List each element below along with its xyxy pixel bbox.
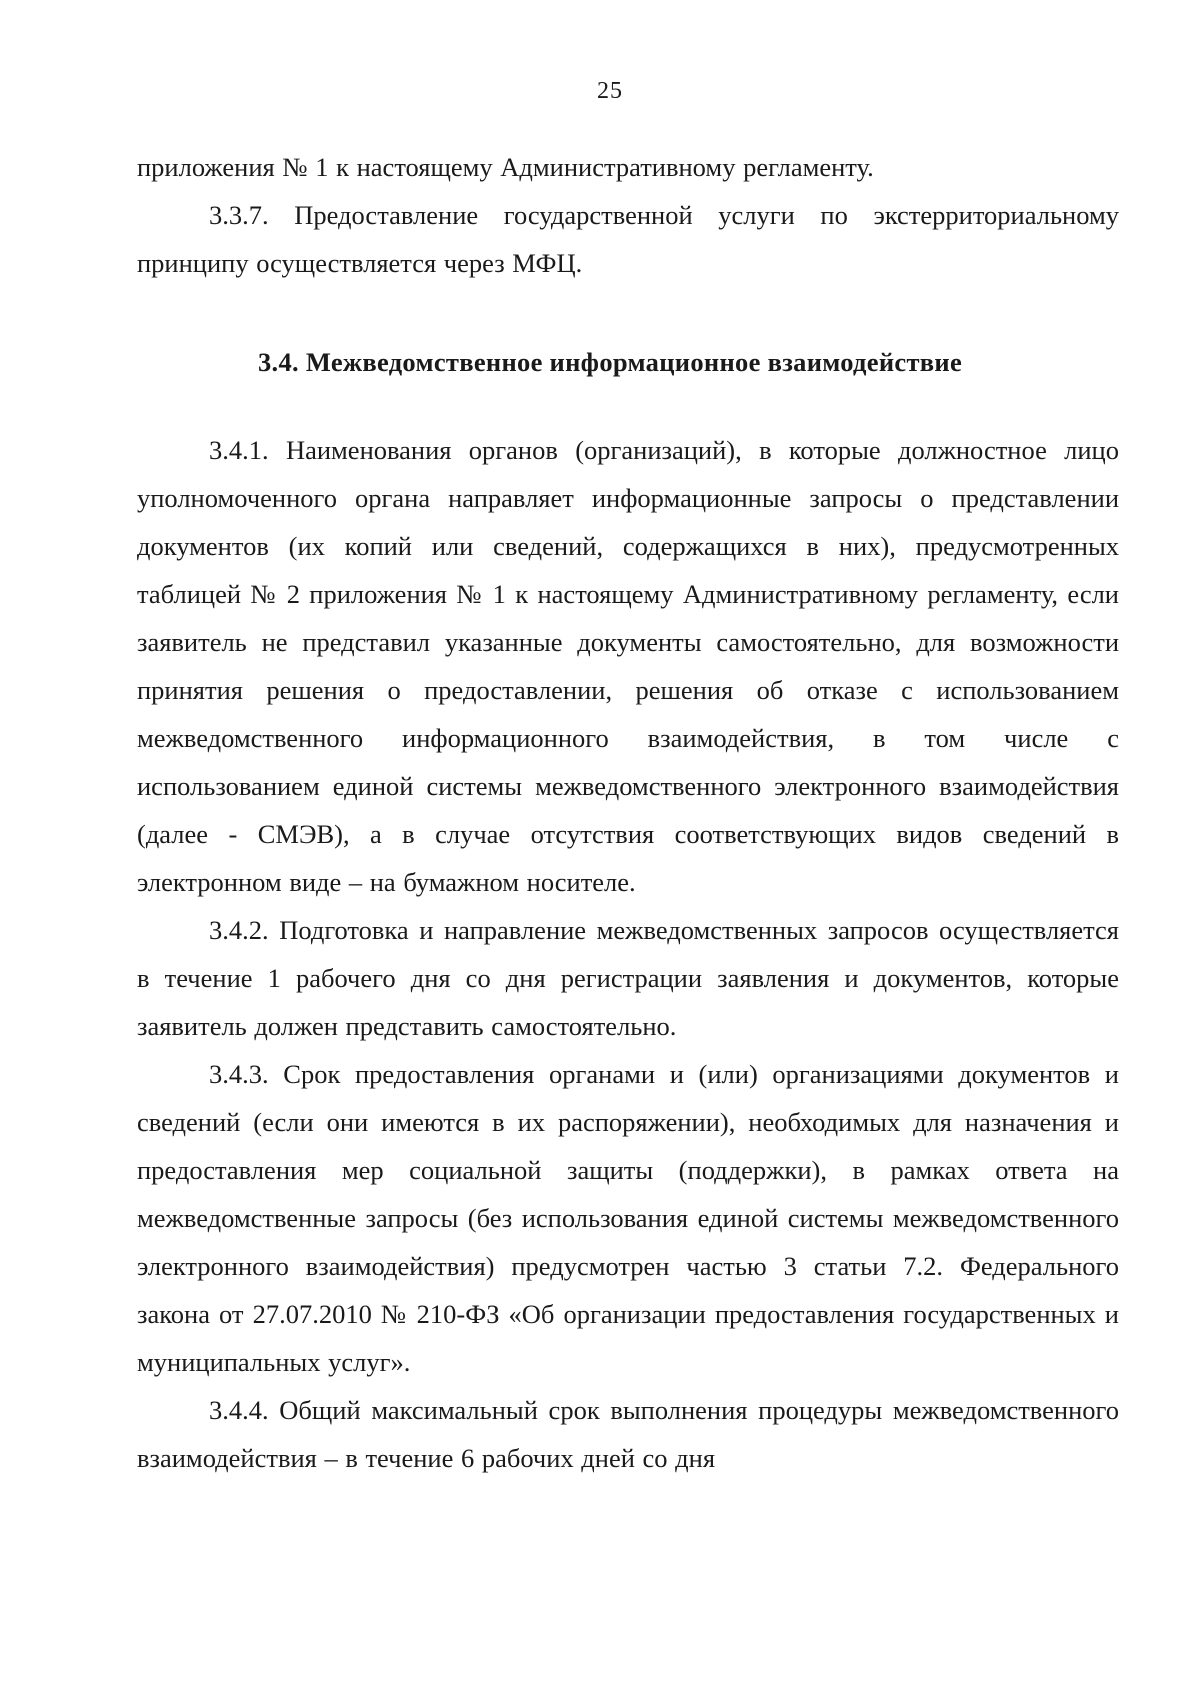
top-text-block: [137, 143, 1119, 287]
paragraph-3-4-3: 3.4.3. Срок предоставления органами и (или) организациями документов и сведений (если они имеются в их распоряжении), необходимых для назначения и предоставления мер социальной защиты (поддержки), в рамках ответа на межведомственные запросы (без использования единой системы межведомственного электронного взаимодействия) предусмотрен частью 3 статьи 7.2. Федерального закона от 27.07.2010 № 210-ФЗ «Об организации предоставления государственных и муниципальных услуг».: [137, 1059, 1119, 1377]
paragraph-3-3-7: 3.3.7. Предоставление государственной услуги по экстерриториальному принципу осуществляется через МФЦ.: [137, 200, 1119, 278]
paragraph-3-4-1: 3.4.1. Наименования органов (организаций), в которые должностное лицо уполномоченного органа направляет информационные запросы о представлении документов (их копий или сведений, содержащихся в них), предусмотренных таблицей № 2 приложения № 1 к настоящему Административному регламенту, если заявитель не представил указанные документы самостоятельно, для возможности принятия решения о предоставлении, решения об отказе с использованием межведомственного информационного взаимодействия, в том числе с использованием единой системы межведомственного электронного взаимодействия (далее - СМЭВ), а в случае отсутствия соответствующих видов сведений в электронном виде – на бумажном носителе.: [137, 435, 1119, 897]
paragraph-continuation: приложения № 1 к настоящему Административному регламенту.: [137, 152, 874, 182]
section-text-block: [137, 426, 1119, 1482]
paragraph-3-4-2: 3.4.2. Подготовка и направление межведомственных запросов осуществляется в течение 1 рабочего дня со дня регистрации заявления и документов, которые заявитель должен представить самостоятельно.: [137, 915, 1119, 1041]
section-heading: 3.4. Межведомственное информационное взаимодействие: [257, 347, 963, 377]
paragraph-3-4-4: 3.4.4. Общий максимальный срок выполнения процедуры межведомственного взаимодействия – в течение 6 рабочих дней со дня: [137, 1395, 1119, 1473]
page-number: 25: [597, 78, 623, 104]
